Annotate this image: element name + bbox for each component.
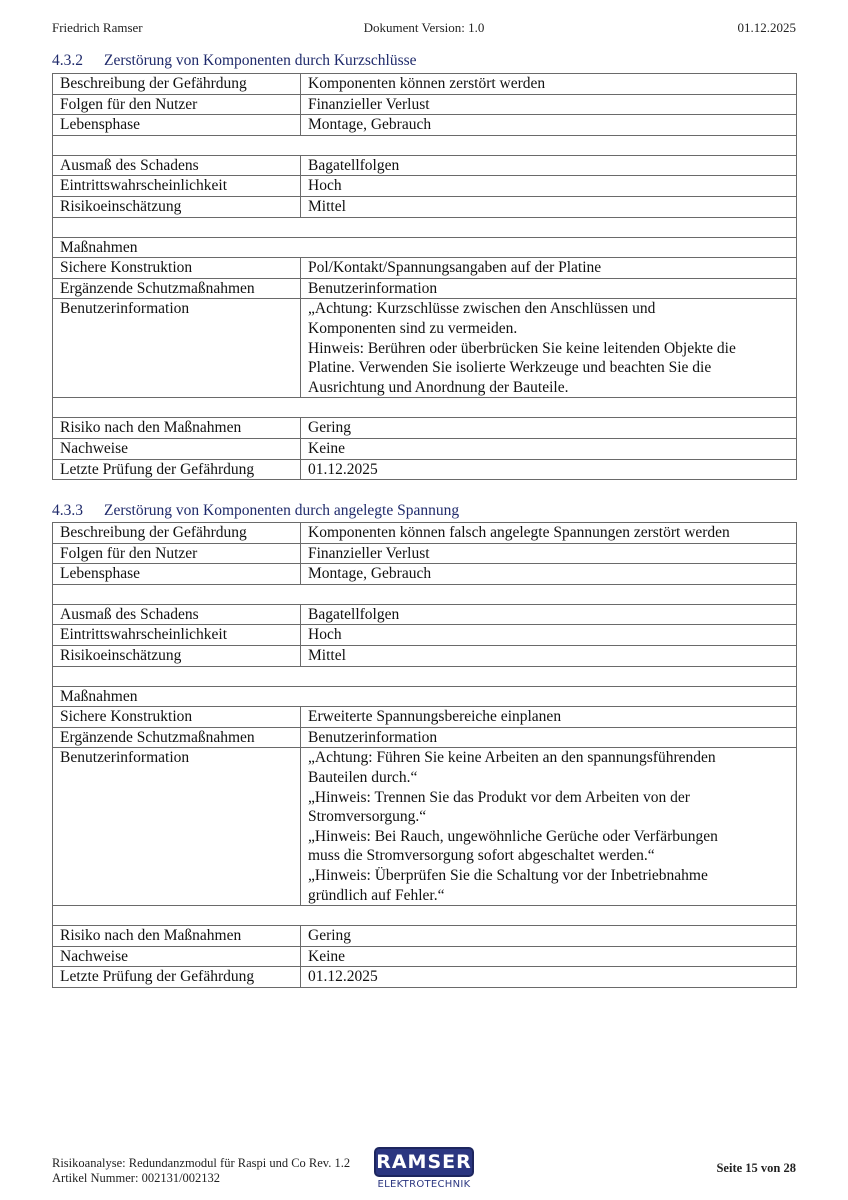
row-label: Nachweise [53, 946, 301, 967]
row-value: Gering [301, 418, 797, 439]
section-title: Zerstörung von Komponenten durch angelegte Spannung [104, 502, 460, 519]
user-info-text [301, 748, 797, 906]
table-row [53, 686, 797, 707]
user-info-line: Stromversorgung.“ [308, 808, 427, 826]
table-row [53, 625, 797, 646]
row-value: Montage, Gebrauch [301, 564, 797, 585]
spacer-row [53, 584, 797, 604]
row-label: Risikoeinschätzung [53, 196, 301, 217]
spacer-row [53, 666, 797, 686]
measures-heading: Maßnahmen [53, 686, 797, 707]
user-info-line: „Hinweis: Überprüfen Sie die Schaltung vor der Inbetriebnahme [308, 866, 708, 884]
row-value: 01.12.2025 [301, 459, 797, 480]
table-row [53, 543, 797, 564]
table-row [53, 278, 797, 299]
user-info-line: Platine. Verwenden Sie isolierte Werkzeuge und beachten Sie die [308, 359, 712, 377]
table-row [53, 237, 797, 258]
table-row [53, 176, 797, 197]
table-row [53, 604, 797, 625]
footer-info [52, 1156, 350, 1185]
row-label: Risiko nach den Maßnahmen [53, 926, 301, 947]
header-author: Friedrich Ramser [52, 20, 143, 35]
row-label: Benutzerinformation [53, 748, 301, 906]
user-info-line: muss die Stromversorgung sofort abgeschaltet werden.“ [308, 847, 655, 865]
table-row [53, 707, 797, 728]
row-label: Letzte Prüfung der Gefährdung [53, 459, 301, 480]
page-footer [52, 1151, 796, 1196]
row-value: Bagatellfolgen [301, 155, 797, 176]
row-label: Benutzerinformation [53, 299, 301, 398]
header-version: Dokument Version: 1.0 [363, 20, 485, 35]
table-row [53, 155, 797, 176]
row-label: Sichere Konstruktion [53, 707, 301, 728]
spacer-row [53, 398, 797, 418]
table-row [53, 74, 797, 95]
row-label: Letzte Prüfung der Gefährdung [53, 967, 301, 988]
table-row [53, 645, 797, 666]
section-number: 4.3.2 [52, 52, 83, 69]
row-value: Mittel [301, 645, 797, 666]
table-row [53, 115, 797, 136]
row-value: Hoch [301, 625, 797, 646]
table-row [53, 523, 797, 544]
table-row [53, 299, 797, 398]
row-label: Risikoeinschätzung [53, 645, 301, 666]
row-label: Lebensphase [53, 115, 301, 136]
spacer-row [53, 906, 797, 926]
risk-table-4-3-3 [52, 522, 797, 988]
footer-article-number: Artikel Nummer: 002131/002132 [52, 1170, 221, 1185]
logo-subtitle: ELEKTROTECHNIK [377, 1179, 471, 1190]
row-value: Komponenten können zerstört werden [301, 74, 797, 95]
user-info-line: „Hinweis: Trennen Sie das Produkt vor dem Arbeiten von der [308, 788, 690, 806]
row-value: Pol/Kontakt/Spannungsangaben auf der Platine [301, 258, 797, 279]
header-date: 01.12.2025 [737, 20, 796, 35]
user-info-line: Hinweis: Berühren oder überbrücken Sie keine leitenden Objekte die [308, 339, 736, 357]
table-row [53, 748, 797, 906]
table-row [53, 459, 797, 480]
spacer-row [53, 217, 797, 237]
row-value: Montage, Gebrauch [301, 115, 797, 136]
measures-heading: Maßnahmen [53, 237, 797, 258]
row-label: Risiko nach den Maßnahmen [53, 418, 301, 439]
row-label: Beschreibung der Gefährdung [53, 523, 301, 544]
row-label: Folgen für den Nutzer [53, 543, 301, 564]
page-header [52, 20, 796, 38]
table-row [53, 967, 797, 988]
user-info-text [301, 299, 797, 398]
table-row [53, 94, 797, 115]
row-value: Erweiterte Spannungsbereiche einplanen [301, 707, 797, 728]
user-info-line: Ausrichtung und Anordnung der Bauteile. [308, 378, 569, 396]
row-value: Benutzerinformation [301, 727, 797, 748]
row-label: Eintrittswahrscheinlichkeit [53, 625, 301, 646]
row-value: Bagatellfolgen [301, 604, 797, 625]
spacer-row [53, 135, 797, 155]
row-value: Mittel [301, 196, 797, 217]
table-row [53, 926, 797, 947]
section-number: 4.3.3 [52, 502, 83, 519]
row-value: Benutzerinformation [301, 278, 797, 299]
section-heading-4-3-2 [52, 52, 417, 70]
table-row [53, 418, 797, 439]
row-value: Finanzieller Verlust [301, 94, 797, 115]
row-value: Keine [301, 946, 797, 967]
user-info-line: gründlich auf Fehler.“ [308, 886, 445, 904]
row-value: Hoch [301, 176, 797, 197]
table-row [53, 438, 797, 459]
row-value: Gering [301, 926, 797, 947]
user-info-line: Komponenten sind zu vermeiden. [308, 319, 518, 337]
table-row [53, 258, 797, 279]
row-value: Keine [301, 438, 797, 459]
table-row [53, 196, 797, 217]
row-label: Lebensphase [53, 564, 301, 585]
risk-table-4-3-2 [52, 73, 797, 480]
section-heading-4-3-3 [52, 502, 459, 520]
company-logo [374, 1147, 474, 1190]
user-info-line: „Achtung: Kurzschlüsse zwischen den Anschlüssen und [308, 300, 656, 318]
page-number: Seite 15 von 28 [716, 1161, 796, 1175]
row-label: Ergänzende Schutzmaßnahmen [53, 727, 301, 748]
footer-document-title: Risikoanalyse: Redundanzmodul für Raspi und Co Rev. 1.2 [52, 1156, 351, 1170]
user-info-line: Bauteilen durch.“ [308, 768, 418, 786]
section-title: Zerstörung von Komponenten durch Kurzschlüsse [104, 52, 417, 69]
row-label: Nachweise [53, 438, 301, 459]
row-label: Ausmaß des Schadens [53, 604, 301, 625]
row-label: Beschreibung der Gefährdung [53, 74, 301, 95]
row-label: Ergänzende Schutzmaßnahmen [53, 278, 301, 299]
user-info-line: „Hinweis: Bei Rauch, ungewöhnliche Gerüche oder Verfärbungen [308, 827, 718, 845]
row-value: Komponenten können falsch angelegte Spannungen zerstört werden [301, 523, 797, 544]
logo-wordmark: RAMSER [374, 1147, 474, 1177]
row-label: Ausmaß des Schadens [53, 155, 301, 176]
row-label: Sichere Konstruktion [53, 258, 301, 279]
row-label: Folgen für den Nutzer [53, 94, 301, 115]
table-row [53, 727, 797, 748]
user-info-line: „Achtung: Führen Sie keine Arbeiten an den spannungsführenden [308, 749, 716, 767]
row-value: Finanzieller Verlust [301, 543, 797, 564]
table-row [53, 564, 797, 585]
row-label: Eintrittswahrscheinlichkeit [53, 176, 301, 197]
row-value: 01.12.2025 [301, 967, 797, 988]
table-row [53, 946, 797, 967]
